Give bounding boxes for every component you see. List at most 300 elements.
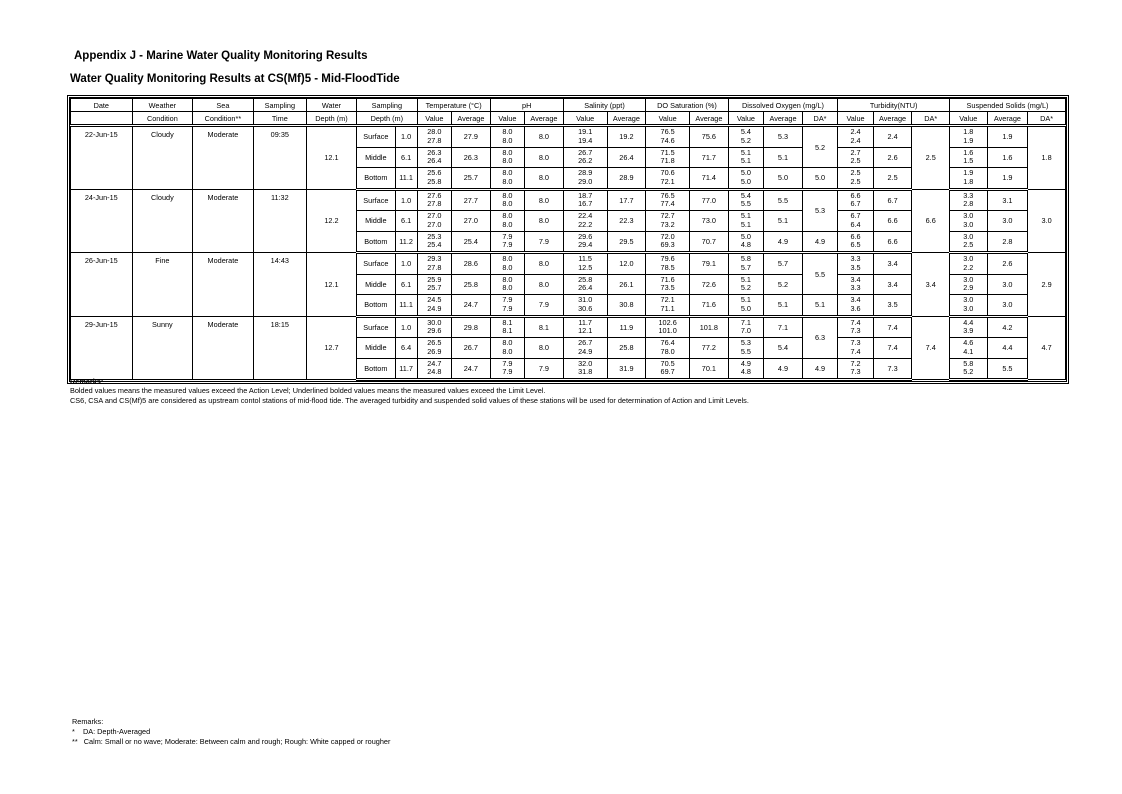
do-saturation-values-reading: 69.7	[660, 367, 675, 377]
col-ph: pH	[490, 99, 563, 112]
do-saturation-values	[646, 295, 690, 317]
salinity-values-reading: 22.4	[578, 211, 593, 221]
dissolved-oxygen-values-reading: 5.4	[740, 127, 751, 137]
suspended-solids-da: 2.9	[1028, 253, 1066, 317]
suspended-solids-values-reading: 3.0	[963, 231, 974, 241]
col-temperature: Temperature (°C)	[417, 99, 490, 112]
do-saturation-values-reading: 72.0	[660, 231, 675, 241]
ph-values	[490, 126, 524, 148]
level-name-cell: Surface	[357, 189, 396, 211]
dissolved-oxygen-average: 5.5	[764, 189, 803, 211]
temperature-average: 25.8	[452, 274, 491, 295]
sub-value: Value	[838, 112, 873, 126]
temperature-average: 24.7	[452, 358, 491, 380]
sea-condition-cell: Moderate	[193, 126, 254, 190]
do-saturation-values-reading: 102.6	[658, 317, 677, 327]
ph-values-reading: 8.0	[502, 338, 513, 348]
temperature-values-reading: 29.3	[427, 254, 442, 264]
suspended-solids-values	[949, 126, 987, 148]
ph-values-reading: 8.0	[502, 262, 513, 272]
level-name-cell: Surface	[357, 126, 396, 148]
ph-values-reading: 8.0	[502, 156, 513, 166]
suspended-solids-values-reading: 4.1	[963, 346, 974, 356]
weather-cell: Sunny	[132, 316, 193, 380]
remarks-bottom-line-1: * DA: Depth-Averaged	[72, 727, 151, 736]
turbidity-values	[838, 338, 873, 359]
ph-average: 8.0	[525, 189, 564, 211]
turbidity-values-reading: 2.4	[850, 127, 861, 137]
turbidity-values-reading: 6.5	[850, 240, 861, 250]
ph-values-reading: 8.0	[502, 199, 513, 209]
suspended-solids-values-reading: 3.0	[963, 254, 974, 264]
salinity-values-reading: 29.6	[578, 231, 593, 241]
salinity-values-reading: 26.7	[578, 338, 593, 348]
sub-value: Value	[728, 112, 763, 126]
temperature-values	[417, 316, 451, 338]
turbidity-values	[838, 316, 873, 338]
salinity-values-reading: 25.8	[578, 274, 593, 284]
turbidity-average: 2.4	[873, 126, 912, 148]
level-depth-cell: 6.1	[395, 274, 417, 295]
ph-values	[490, 231, 524, 253]
turbidity-values	[838, 358, 873, 380]
dissolved-oxygen-bottom: 5.0	[802, 168, 837, 190]
turbidity-values-reading: 2.5	[850, 168, 861, 178]
table-row	[71, 189, 1066, 211]
suspended-solids-average: 4.2	[987, 316, 1028, 338]
ph-values-reading: 8.0	[502, 168, 513, 178]
do-saturation-values	[646, 211, 690, 232]
dissolved-oxygen-average: 5.0	[764, 168, 803, 190]
level-depth-cell: 1.0	[395, 316, 417, 338]
dissolved-oxygen-bottom: 4.9	[802, 231, 837, 253]
dissolved-oxygen-values-reading: 5.3	[740, 338, 751, 348]
header-row-2	[71, 112, 1066, 126]
turbidity-values	[838, 231, 873, 253]
temperature-values-reading: 26.9	[427, 346, 442, 356]
temperature-values-reading: 24.7	[427, 358, 442, 368]
do-saturation-average: 72.6	[690, 274, 729, 295]
turbidity-values-reading: 3.3	[850, 283, 861, 293]
water-depth-cell: 12.2	[306, 189, 356, 253]
level-name-cell: Bottom	[357, 231, 396, 253]
dissolved-oxygen-values-reading: 5.1	[740, 274, 751, 284]
salinity-average: 19.2	[607, 126, 646, 148]
do-saturation-average: 71.4	[690, 168, 729, 190]
salinity-values-reading: 31.0	[578, 295, 593, 305]
turbidity-values-reading: 3.4	[850, 274, 861, 284]
dissolved-oxygen-average: 5.4	[764, 338, 803, 359]
turbidity-average: 3.4	[873, 274, 912, 295]
col-date: Date	[71, 99, 133, 112]
level-depth-cell: 6.1	[395, 147, 417, 168]
turbidity-values-reading: 6.6	[850, 190, 861, 200]
col-do-saturation: DO Saturation (%)	[646, 99, 728, 112]
temperature-values	[417, 126, 451, 148]
salinity-values-reading: 12.1	[578, 326, 593, 336]
turbidity-average: 3.4	[873, 253, 912, 275]
remarks-bottom-heading: Remarks:	[72, 717, 104, 726]
do-saturation-values-reading: 79.6	[660, 254, 675, 264]
suspended-solids-values-reading: 2.5	[963, 240, 974, 250]
do-saturation-values-reading: 71.5	[660, 147, 675, 157]
temperature-values-reading: 25.8	[427, 176, 442, 186]
suspended-solids-values-reading: 1.8	[963, 127, 974, 137]
level-name-cell: Middle	[357, 274, 396, 295]
salinity-values-reading: 28.9	[578, 168, 593, 178]
col-water-depth: Water	[306, 99, 356, 112]
salinity-values-reading: 11.7	[578, 317, 592, 327]
salinity-values-reading: 26.4	[578, 283, 593, 293]
suspended-solids-average: 2.6	[987, 253, 1028, 275]
sub-average: Average	[764, 112, 803, 126]
dissolved-oxygen-da: 6.3	[802, 316, 837, 358]
salinity-values	[563, 211, 607, 232]
sampling-time-cell: 18:15	[253, 316, 306, 380]
do-saturation-values	[646, 253, 690, 275]
salinity-values-reading: 26.2	[578, 156, 593, 166]
col-sdepth-sub: Depth (m)	[357, 112, 418, 126]
col-sampling-time: Sampling	[253, 99, 306, 112]
dissolved-oxygen-values	[728, 126, 763, 148]
do-saturation-values-reading: 72.1	[660, 176, 675, 186]
temperature-values	[417, 231, 451, 253]
salinity-average: 22.3	[607, 211, 646, 232]
suspended-solids-values-reading: 3.0	[963, 303, 974, 313]
col-water-sub: Depth (m)	[306, 112, 356, 126]
do-saturation-average: 70.1	[690, 358, 729, 380]
ph-average: 8.0	[525, 147, 564, 168]
level-name-cell: Bottom	[357, 358, 396, 380]
dissolved-oxygen-bottom: 4.9	[802, 358, 837, 380]
sub-average: Average	[607, 112, 646, 126]
suspended-solids-values	[949, 211, 987, 232]
ph-values-reading: 7.9	[502, 295, 513, 305]
do-saturation-values	[646, 274, 690, 295]
turbidity-values-reading: 3.4	[850, 295, 861, 305]
suspended-solids-values	[949, 147, 987, 168]
do-saturation-average: 77.2	[690, 338, 729, 359]
suspended-solids-values	[949, 253, 987, 275]
level-depth-cell: 6.4	[395, 338, 417, 359]
col-time-sub: Time	[253, 112, 306, 126]
turbidity-da: 7.4	[912, 316, 950, 380]
sub-average: Average	[690, 112, 729, 126]
turbidity-average: 7.3	[873, 358, 912, 380]
suspended-solids-values	[949, 316, 987, 338]
table-row	[71, 126, 1066, 148]
salinity-values	[563, 147, 607, 168]
turbidity-values	[838, 168, 873, 190]
dissolved-oxygen-values-reading: 4.8	[740, 240, 751, 250]
water-depth-cell: 12.1	[306, 126, 356, 190]
temperature-average: 28.6	[452, 253, 491, 275]
turbidity-da: 6.6	[912, 189, 950, 253]
ph-values	[490, 316, 524, 338]
suspended-solids-values-reading: 1.9	[963, 168, 974, 178]
do-saturation-values-reading: 78.5	[660, 262, 675, 272]
turbidity-average: 2.6	[873, 147, 912, 168]
dissolved-oxygen-values-reading: 5.1	[740, 211, 751, 221]
do-saturation-values-reading: 72.1	[660, 295, 675, 305]
dissolved-oxygen-values	[728, 189, 763, 211]
dissolved-oxygen-values-reading: 5.0	[740, 231, 751, 241]
dissolved-oxygen-values	[728, 253, 763, 275]
dissolved-oxygen-values-reading: 5.5	[740, 346, 751, 356]
ph-average: 8.0	[525, 274, 564, 295]
level-depth-cell: 1.0	[395, 253, 417, 275]
dissolved-oxygen-average: 5.1	[764, 295, 803, 317]
temperature-average: 26.3	[452, 147, 491, 168]
ph-average: 7.9	[525, 231, 564, 253]
ph-values-reading: 8.0	[502, 274, 513, 284]
turbidity-values-reading: 2.5	[850, 176, 861, 186]
salinity-values-reading: 29.4	[578, 240, 593, 250]
turbidity-average: 2.5	[873, 168, 912, 190]
turbidity-average: 6.6	[873, 211, 912, 232]
suspended-solids-values-reading: 3.0	[963, 219, 974, 229]
temperature-values-reading: 24.5	[427, 295, 442, 305]
dissolved-oxygen-values-reading: 5.1	[740, 156, 751, 166]
level-name-cell: Surface	[357, 316, 396, 338]
salinity-values	[563, 126, 607, 148]
suspended-solids-values-reading: 2.9	[963, 283, 974, 293]
water-depth-cell: 12.1	[306, 253, 356, 317]
temperature-average: 25.7	[452, 168, 491, 190]
salinity-average: 31.9	[607, 358, 646, 380]
do-saturation-values-reading: 72.7	[660, 211, 675, 221]
do-saturation-average: 75.6	[690, 126, 729, 148]
dissolved-oxygen-values-reading: 7.0	[740, 326, 751, 336]
level-name-cell: Middle	[357, 338, 396, 359]
suspended-solids-values-reading: 4.6	[963, 338, 974, 348]
ph-values-reading: 7.9	[502, 231, 513, 241]
suspended-solids-values-reading: 5.2	[963, 367, 974, 377]
temperature-values-reading: 27.0	[427, 219, 442, 229]
do-saturation-values	[646, 338, 690, 359]
suspended-solids-values-reading: 2.2	[963, 262, 974, 272]
salinity-values-reading: 19.1	[578, 127, 593, 137]
date-cell: 22-Jun-15	[71, 126, 133, 190]
sub-value: Value	[490, 112, 524, 126]
suspended-solids-values-reading: 3.0	[963, 211, 974, 221]
ph-values-reading: 8.0	[502, 283, 513, 293]
level-name-cell: Bottom	[357, 168, 396, 190]
do-saturation-average: 70.7	[690, 231, 729, 253]
turbidity-average: 7.4	[873, 316, 912, 338]
ph-values	[490, 168, 524, 190]
temperature-values-reading: 27.8	[427, 262, 442, 272]
temperature-average: 27.7	[452, 189, 491, 211]
suspended-solids-average: 1.9	[987, 126, 1028, 148]
col-dissolved-oxygen: Dissolved Oxygen (mg/L)	[728, 99, 838, 112]
turbidity-values-reading: 2.5	[850, 156, 861, 166]
do-saturation-values	[646, 168, 690, 190]
turbidity-values-reading: 6.7	[850, 199, 861, 209]
suspended-solids-average: 3.0	[987, 274, 1028, 295]
sub-average: Average	[525, 112, 564, 126]
ph-values	[490, 147, 524, 168]
ph-values-reading: 8.0	[502, 254, 513, 264]
dissolved-oxygen-values-reading: 5.2	[740, 283, 751, 293]
ph-values-reading: 7.9	[502, 303, 513, 313]
do-saturation-values-reading: 76.4	[660, 338, 675, 348]
level-depth-cell: 11.1	[395, 295, 417, 317]
dissolved-oxygen-da: 5.2	[802, 126, 837, 168]
temperature-values-reading: 28.0	[427, 127, 442, 137]
salinity-average: 30.8	[607, 295, 646, 317]
dissolved-oxygen-values-reading: 5.0	[740, 168, 751, 178]
do-saturation-values	[646, 316, 690, 338]
dissolved-oxygen-values-reading: 7.1	[740, 317, 751, 327]
dissolved-oxygen-bottom: 5.1	[802, 295, 837, 317]
sub-average: Average	[987, 112, 1028, 126]
turbidity-values-reading: 7.2	[850, 358, 861, 368]
weather-cell: Fine	[132, 253, 193, 317]
salinity-values	[563, 231, 607, 253]
salinity-average: 25.8	[607, 338, 646, 359]
col-sea: Sea	[193, 99, 254, 112]
turbidity-values	[838, 189, 873, 211]
do-saturation-average: 73.0	[690, 211, 729, 232]
suspended-solids-values-reading: 1.6	[963, 147, 974, 157]
temperature-values-reading: 24.9	[427, 303, 442, 313]
salinity-average: 28.9	[607, 168, 646, 190]
temperature-values-reading: 27.6	[427, 190, 442, 200]
do-saturation-values-reading: 69.3	[660, 240, 675, 250]
ph-values-reading: 8.0	[502, 346, 513, 356]
sub-value: Value	[646, 112, 690, 126]
remarks-top-heading: Remarks:	[70, 377, 104, 386]
do-saturation-values	[646, 126, 690, 148]
ph-values-reading: 8.0	[502, 190, 513, 200]
results-table-frame	[67, 95, 1069, 384]
sampling-time-cell: 09:35	[253, 126, 306, 190]
salinity-values-reading: 30.6	[578, 303, 593, 313]
suspended-solids-values	[949, 168, 987, 190]
temperature-values-reading: 25.6	[427, 168, 442, 178]
turbidity-average: 7.4	[873, 338, 912, 359]
salinity-values	[563, 338, 607, 359]
salinity-values	[563, 168, 607, 190]
level-depth-cell: 1.0	[395, 126, 417, 148]
appendix-title: Appendix J - Marine Water Quality Monitoring Results	[74, 50, 368, 62]
sea-condition-cell: Moderate	[193, 253, 254, 317]
level-depth-cell: 11.7	[395, 358, 417, 380]
date-cell: 24-Jun-15	[71, 189, 133, 253]
do-saturation-values	[646, 147, 690, 168]
do-saturation-values-reading: 74.6	[660, 135, 675, 145]
turbidity-values	[838, 211, 873, 232]
temperature-average: 27.9	[452, 126, 491, 148]
temperature-values-reading: 27.8	[427, 199, 442, 209]
turbidity-values-reading: 3.6	[850, 303, 861, 313]
sub-value: Value	[417, 112, 451, 126]
sub-da: DA*	[1028, 112, 1066, 126]
ph-values-reading: 8.0	[502, 147, 513, 157]
ph-values-reading: 8.0	[502, 219, 513, 229]
dissolved-oxygen-values-reading: 5.1	[740, 219, 751, 229]
level-name-cell: Middle	[357, 147, 396, 168]
turbidity-values-reading: 6.4	[850, 219, 861, 229]
turbidity-values	[838, 147, 873, 168]
salinity-values	[563, 295, 607, 317]
salinity-average: 12.0	[607, 253, 646, 275]
turbidity-values-reading: 2.4	[850, 135, 861, 145]
dissolved-oxygen-values	[728, 338, 763, 359]
salinity-values-reading: 11.5	[578, 254, 592, 264]
do-saturation-values-reading: 73.2	[660, 219, 675, 229]
turbidity-values	[838, 295, 873, 317]
temperature-values-reading: 25.3	[427, 231, 442, 241]
remarks-top-line-2: CS6, CSA and CS(Mf)5 are considered as upstream contol stations of mid-flood tide. The averaged turbidity and suspended solid values of these stations will be used for determination of Action and Limit Levels.	[70, 395, 749, 405]
do-saturation-average: 79.1	[690, 253, 729, 275]
suspended-solids-values-reading: 3.0	[963, 274, 974, 284]
dissolved-oxygen-average: 5.3	[764, 126, 803, 148]
suspended-solids-values-reading: 3.3	[963, 190, 974, 200]
weather-cell: Cloudy	[132, 126, 193, 190]
ph-values-reading: 7.9	[502, 358, 513, 368]
temperature-average: 26.7	[452, 338, 491, 359]
col-suspended-solids: Suspended Solids (mg/L)	[949, 99, 1065, 112]
ph-values	[490, 274, 524, 295]
ph-average: 8.0	[525, 168, 564, 190]
suspended-solids-average: 2.8	[987, 231, 1028, 253]
turbidity-values-reading: 2.7	[850, 147, 861, 157]
suspended-solids-values	[949, 295, 987, 317]
suspended-solids-values	[949, 338, 987, 359]
dissolved-oxygen-average: 5.7	[764, 253, 803, 275]
level-depth-cell: 6.1	[395, 211, 417, 232]
suspended-solids-da: 1.8	[1028, 126, 1066, 190]
temperature-values	[417, 211, 451, 232]
suspended-solids-values-reading: 1.9	[963, 135, 974, 145]
do-saturation-values-reading: 70.5	[660, 358, 675, 368]
suspended-solids-average: 3.1	[987, 189, 1028, 211]
col-date-sub	[71, 112, 133, 126]
turbidity-values	[838, 126, 873, 148]
do-saturation-values-reading: 77.4	[660, 199, 675, 209]
turbidity-values-reading: 7.3	[850, 326, 861, 336]
suspended-solids-da: 3.0	[1028, 189, 1066, 253]
salinity-values-reading: 18.7	[578, 190, 593, 200]
turbidity-average: 3.5	[873, 295, 912, 317]
temperature-values	[417, 189, 451, 211]
do-saturation-values-reading: 76.5	[660, 127, 675, 137]
salinity-values-reading: 31.8	[578, 367, 593, 377]
dissolved-oxygen-average: 4.9	[764, 231, 803, 253]
dissolved-oxygen-average: 5.1	[764, 211, 803, 232]
turbidity-values-reading: 7.3	[850, 367, 861, 377]
salinity-values-reading: 22.2	[578, 219, 593, 229]
do-saturation-values-reading: 101.0	[658, 326, 677, 336]
dissolved-oxygen-values	[728, 211, 763, 232]
col-weather: Weather	[132, 99, 193, 112]
remarks-top	[70, 377, 749, 405]
level-name-cell: Bottom	[357, 295, 396, 317]
sea-condition-cell: Moderate	[193, 316, 254, 380]
ph-average: 8.1	[525, 316, 564, 338]
col-weather-sub: Condition	[132, 112, 193, 126]
sampling-time-cell: 14:43	[253, 253, 306, 317]
salinity-average: 26.4	[607, 147, 646, 168]
dissolved-oxygen-values	[728, 295, 763, 317]
temperature-average: 27.0	[452, 211, 491, 232]
table-row	[71, 316, 1066, 338]
sub-value: Value	[563, 112, 607, 126]
salinity-values	[563, 316, 607, 338]
salinity-values-reading: 24.9	[578, 346, 593, 356]
